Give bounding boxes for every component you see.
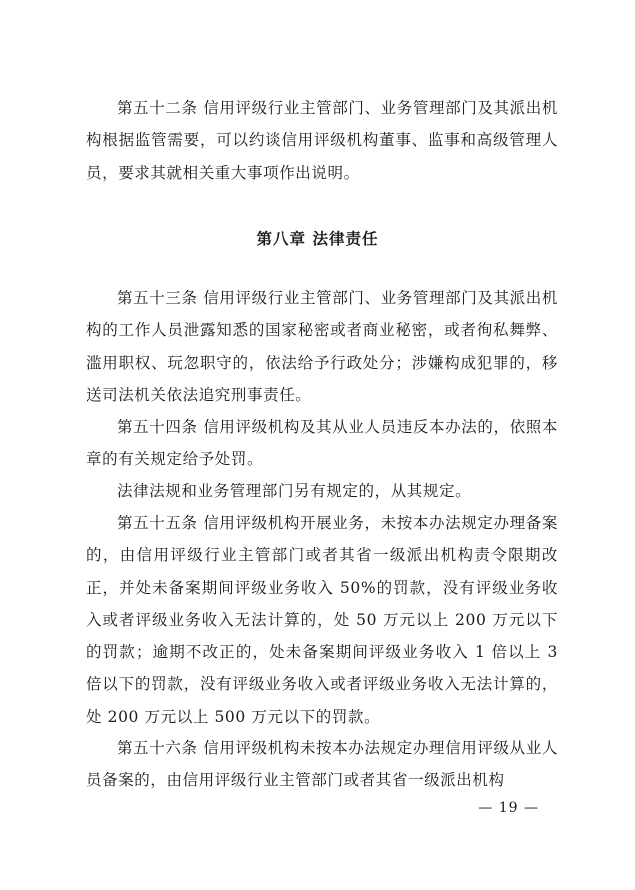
- article-54-paragraph: 第五十四条 信用评级机构及其从业人员违反本办法的，依照本章的有关规定给予处罚。: [86, 418, 558, 469]
- page-number: — 19 —: [478, 800, 539, 816]
- chapter-heading: 第八章 法律责任: [256, 230, 379, 248]
- article-54-continuation: 法律法规和业务管理部门另有规定的，从其规定。: [117, 482, 472, 500]
- article-53-paragraph: 第五十三条 信用评级行业主管部门、业务管理部门及其派出机构的工作人员泄露知悉的国家秘密或者商业秘密，或者徇私舞弊、滥用职权、玩忽职守的，依法给予行政处分；涉嫌构成犯罪的，移送司法机关依法追究刑事责任。: [86, 289, 558, 404]
- article-52-paragraph: 第五十二条 信用评级行业主管部门、业务管理部门及其派出机构根据监管需要，可以约谈信用评级机构董事、监事和高级管理人员，要求其就相关重大事项作出说明。: [86, 99, 558, 182]
- article-55-paragraph: 第五十五条 信用评级机构开展业务，未按本办法规定办理备案的，由信用评级行业主管部门或者其省一级派出机构责令限期改正，并处未备案期间评级业务收入 50%的罚款，没有评级业务收入或者评级业务收入无法计算的，处 50 万元以上 200 万元以下的罚款；逾期不改正的，处未备案期间评级业务收入 1 倍以上 3 倍以下的罚款，没有评级业务收入或者评级业务收入无法计算的，处 200 万元以上 500 万元以下的罚款。: [86, 514, 558, 726]
- article-56-paragraph: 第五十六条 信用评级机构未按本办法规定办理信用评级从业人员备案的，由信用评级行业主管部门或者其省一级派出机构: [86, 739, 558, 790]
